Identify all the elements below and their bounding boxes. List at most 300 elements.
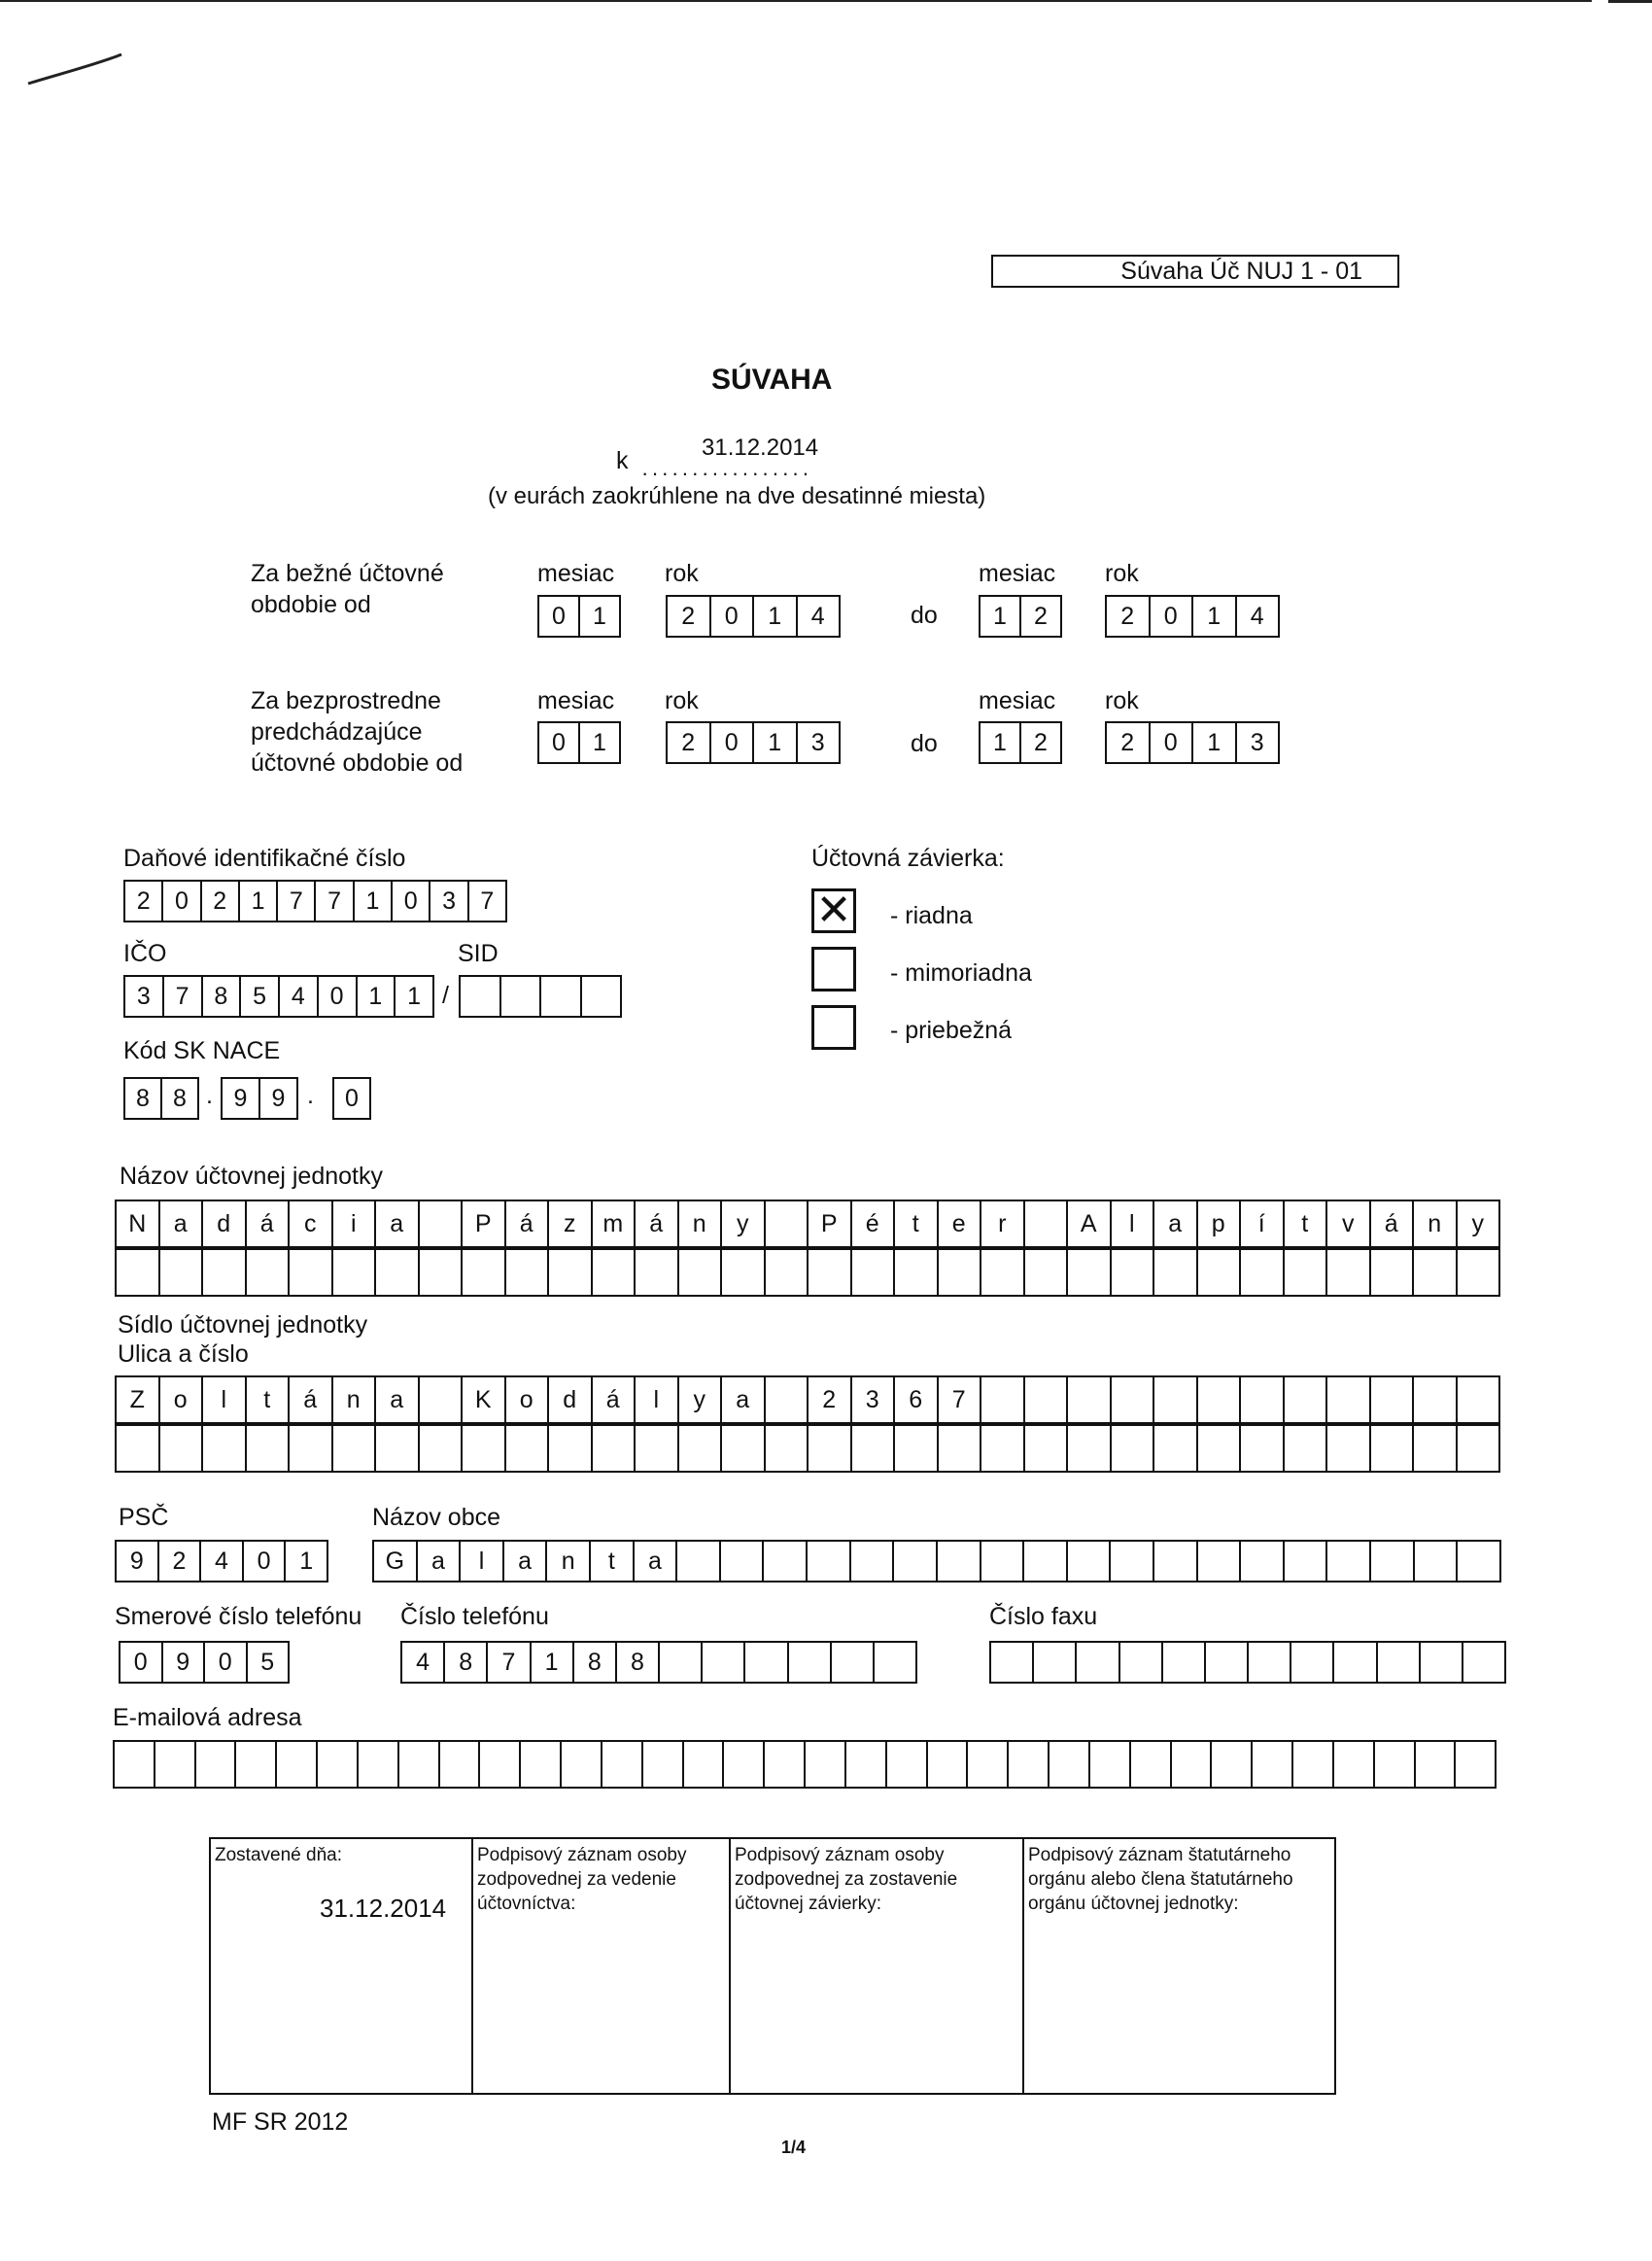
char-cell [1458,1250,1501,1295]
char-cell [290,1426,333,1471]
char-cell [359,1742,399,1787]
char-cell [939,1250,982,1295]
digit-cell: 0 [163,882,201,921]
char-cell: N [117,1201,160,1246]
char-cell [939,1426,982,1471]
char-cell [196,1742,237,1787]
digit-cell: 2 [1107,597,1151,636]
street-row-1[interactable] [115,1375,1500,1424]
char-cell: a [376,1377,420,1422]
char-cell [290,1250,333,1295]
digit-cell [1334,1643,1377,1682]
digit-cell: 8 [574,1643,617,1682]
digit-cell [875,1643,917,1682]
char-cell [679,1426,723,1471]
char-cell: 3 [852,1377,896,1422]
previous-to-label: do [911,730,938,757]
char-cell [1112,1377,1155,1422]
digit-cell [1291,1643,1334,1682]
date-dots: ················· [641,461,812,485]
digit-cell: 1 [286,1542,328,1581]
char-cell: n [679,1201,723,1246]
char-cell: y [1458,1201,1501,1246]
digit-cell: 0 [539,723,580,762]
char-cell [895,1426,939,1471]
previous-period-label-2: predchádzajúce [251,718,423,746]
char-cell: 7 [939,1377,982,1422]
char-cell: 6 [895,1377,939,1422]
previous-period-label-3: účtovné obdobie od [251,749,464,777]
char-cell [602,1742,643,1787]
char-cell: a [418,1542,462,1581]
char-cell: t [247,1377,291,1422]
digit-cell: 9 [260,1079,298,1118]
char-cell [1068,1542,1112,1581]
char-cell [1198,1250,1242,1295]
digit-cell: 9 [163,1643,206,1682]
current-to-month-boxes[interactable] [979,595,1062,638]
nace-dot-2: . [307,1082,314,1109]
digit-cell: 8 [617,1643,660,1682]
char-cell [1327,1542,1371,1581]
char-cell [1068,1426,1112,1471]
char-cell [521,1742,562,1787]
char-cell [1112,1250,1155,1295]
nace-dot-1: . [206,1082,213,1109]
current-from-month-boxes[interactable] [537,595,621,638]
entity-name-row-1[interactable] [115,1200,1500,1248]
char-cell [1025,1201,1069,1246]
char-cell [764,1542,808,1581]
current-period-label-1: Za bežné účtovné [251,560,444,587]
digit-cell: 7 [164,977,203,1016]
char-cell: á [506,1201,550,1246]
closing-regular-checkbox[interactable]: ✕ [811,888,856,933]
char-cell [236,1742,277,1787]
entity-name-label: Názov účtovnej jednotky [120,1163,383,1190]
char-cell [155,1742,196,1787]
digit-cell: 4 [280,977,319,1016]
closing-extraordinary-label: - mimoriadna [890,959,1032,987]
char-cell [894,1542,938,1581]
ico-sid-slash: / [442,982,449,1009]
digit-cell [789,1643,832,1682]
char-cell [981,1426,1025,1471]
char-cell [1241,1250,1285,1295]
digit-cell [501,977,542,1016]
char-cell: z [549,1201,593,1246]
seat-label: Sídlo účtovnej jednotky [118,1311,368,1339]
digit-cell: 1 [580,597,621,636]
page-title: SÚVAHA [711,364,833,396]
char-cell: P [809,1201,852,1246]
char-cell: r [981,1201,1025,1246]
char-cell: o [506,1377,550,1422]
digit-cell [1163,1643,1206,1682]
char-cell [636,1250,679,1295]
char-cell [247,1250,291,1295]
char-cell: á [290,1377,333,1422]
digit-cell [1378,1643,1421,1682]
digit-cell: 1 [240,882,278,921]
ico-boxes[interactable] [123,975,434,1018]
psc-label: PSČ [119,1504,169,1531]
previous-from-month-boxes[interactable] [537,721,621,764]
char-cell [1375,1742,1416,1787]
char-cell: e [939,1201,982,1246]
char-cell [1241,1377,1285,1422]
email-boxes[interactable] [113,1740,1497,1789]
char-cell [1414,1377,1458,1422]
nace-part3-boxes[interactable] [332,1077,371,1120]
char-cell [766,1377,809,1422]
current-from-year-label: rok [665,560,699,587]
digit-cell: 4 [402,1643,445,1682]
signature-statutory-cell[interactable] [1024,1839,1334,2093]
digit-cell: 1 [580,723,621,762]
previous-to-year-label: rok [1105,687,1139,714]
closing-interim-label: - priebežná [890,1017,1013,1044]
digit-cell: 1 [532,1643,574,1682]
char-cell: l [1112,1201,1155,1246]
digit-cell [461,977,501,1016]
digit-cell: 1 [355,882,393,921]
digit-cell: 0 [711,597,755,636]
digit-cell: 7 [316,882,354,921]
char-cell: l [461,1542,504,1581]
char-cell [895,1250,939,1295]
char-cell [721,1542,765,1581]
nace-part1-boxes[interactable] [123,1077,199,1120]
char-cell [1131,1742,1172,1787]
char-cell [549,1250,593,1295]
char-cell [1154,1250,1198,1295]
char-cell: n [1414,1201,1458,1246]
char-cell [851,1542,895,1581]
digit-cell: 7 [488,1643,531,1682]
char-cell [806,1742,846,1787]
pen-stroke-mark [24,49,131,92]
phone-prefix-label: Smerové číslo telefónu [115,1603,362,1630]
char-cell: á [593,1377,637,1422]
char-cell [1212,1742,1253,1787]
char-cell: á [1371,1201,1415,1246]
char-cell [1327,1426,1371,1471]
char-cell: a [635,1542,678,1581]
digit-cell: 2 [1107,723,1151,762]
char-cell [1068,1250,1112,1295]
char-cell [981,1250,1025,1295]
signature-compiled-cell [211,1839,473,2093]
city-boxes[interactable] [372,1540,1501,1583]
signature-statements-cell[interactable] [731,1839,1024,2093]
email-label: E-mailová adresa [113,1704,302,1731]
char-cell [1458,1426,1501,1471]
char-cell [593,1250,637,1295]
digit-cell [1421,1643,1463,1682]
char-cell [1154,1377,1198,1422]
char-cell [1416,1742,1457,1787]
digit-cell [745,1643,788,1682]
char-cell [1068,1377,1112,1422]
char-cell: i [333,1201,377,1246]
digit-cell: 0 [120,1643,163,1682]
char-cell [463,1250,506,1295]
digit-cell: 2 [202,882,240,921]
char-cell [420,1201,464,1246]
char-cell [318,1742,359,1787]
char-cell: á [247,1201,291,1246]
char-cell [1285,1377,1328,1422]
char-cell: c [290,1201,333,1246]
digit-cell: 1 [396,977,434,1016]
digit-cell: 1 [1193,723,1237,762]
digit-cell: 0 [539,597,580,636]
char-cell [1172,1742,1213,1787]
char-cell [1456,1742,1497,1787]
char-cell [1198,1377,1242,1422]
digit-cell: 9 [117,1542,159,1581]
char-cell [1285,1250,1328,1295]
current-from-year-boxes[interactable] [666,595,841,638]
previous-from-year-boxes[interactable] [666,721,841,764]
char-cell [399,1742,440,1787]
digit-cell [582,977,623,1016]
char-cell [1371,1426,1415,1471]
char-cell [809,1426,852,1471]
current-to-month-label: mesiac [979,560,1056,587]
char-cell: a [722,1377,766,1422]
digit-cell: 2 [125,882,163,921]
char-cell: a [504,1542,548,1581]
sid-label: SID [458,940,499,967]
char-cell: t [1285,1201,1328,1246]
char-cell [938,1542,981,1581]
char-cell [1414,1250,1458,1295]
char-cell [981,1377,1025,1422]
char-cell [1241,1542,1285,1581]
char-cell [852,1426,896,1471]
digit-cell: 0 [393,882,430,921]
char-cell: d [203,1201,247,1246]
char-cell [724,1742,765,1787]
char-cell [643,1742,684,1787]
char-cell [1009,1742,1050,1787]
char-cell [808,1542,851,1581]
char-cell [1025,1377,1069,1422]
char-cell [722,1250,766,1295]
currency-note: (v eurách zaokrúhlene na dve desatinné miesta) [488,483,986,509]
char-cell [1415,1542,1459,1581]
digit-cell [1077,1643,1119,1682]
current-period-label-2: obdobie od [251,591,371,618]
digit-cell [991,1643,1034,1682]
char-cell: n [547,1542,591,1581]
char-cell [846,1742,887,1787]
digit-cell: 7 [278,882,316,921]
char-cell [247,1426,291,1471]
char-cell [333,1250,377,1295]
char-cell [722,1426,766,1471]
fax-label: Číslo faxu [989,1603,1098,1630]
char-cell: o [160,1377,204,1422]
digit-cell: 2 [668,723,711,762]
previous-to-year-boxes[interactable] [1105,721,1280,764]
digit-cell: 4 [798,597,842,636]
entity-name-row-2[interactable] [115,1248,1500,1297]
char-cell [1414,1426,1458,1471]
char-cell [333,1426,377,1471]
street-row-2[interactable] [115,1424,1500,1473]
street-label: Ulica a číslo [118,1340,249,1368]
digit-cell: 8 [162,1079,199,1118]
char-cell [463,1426,506,1471]
dic-boxes[interactable] [123,880,507,922]
date-prefix: k [616,447,629,474]
digit-cell: 8 [445,1643,488,1682]
previous-period-label-1: Za bezprostredne [251,687,441,714]
phone-prefix-boxes[interactable] [119,1641,290,1684]
signature-accounting-cell[interactable] [473,1839,731,2093]
previous-from-year-label: rok [665,687,699,714]
closing-interim-checkbox[interactable] [811,1005,856,1050]
nace-part2-boxes[interactable] [221,1077,298,1120]
digit-cell [703,1643,745,1682]
closing-regular-label: - riadna [890,902,973,929]
char-cell [1024,1542,1068,1581]
digit-cell: 0 [1151,723,1194,762]
char-cell [1327,1250,1371,1295]
digit-cell [1034,1643,1077,1682]
phone-boxes[interactable] [400,1641,917,1684]
char-cell: v [1327,1201,1371,1246]
char-cell [968,1742,1009,1787]
char-cell: P [463,1201,506,1246]
compiled-label: Zostavené dňa: [215,1845,342,1865]
char-cell: A [1068,1201,1112,1246]
digit-cell: 0 [1151,597,1194,636]
char-cell [420,1426,464,1471]
char-cell [1371,1542,1415,1581]
char-cell [420,1250,464,1295]
char-cell: d [549,1377,593,1422]
char-cell [506,1250,550,1295]
char-cell [636,1426,679,1471]
char-cell [1112,1426,1155,1471]
current-from-month-label: mesiac [537,560,615,587]
char-cell [420,1377,464,1422]
digit-cell: 1 [981,597,1021,636]
psc-boxes[interactable] [115,1540,328,1583]
digit-cell: 1 [754,723,798,762]
char-cell [593,1426,637,1471]
char-cell: K [463,1377,506,1422]
char-cell [1025,1250,1069,1295]
char-cell: é [852,1201,896,1246]
char-cell [1458,1542,1501,1581]
previous-to-month-label: mesiac [979,687,1056,714]
char-cell [1293,1742,1334,1787]
char-cell [887,1742,928,1787]
char-cell [1327,1377,1371,1422]
char-cell [376,1250,420,1295]
phone-label: Číslo telefónu [400,1603,549,1630]
digit-cell: 1 [1193,597,1237,636]
closing-label: Účtovná závierka: [811,845,1005,872]
char-cell [765,1742,806,1787]
digit-cell: 2 [1021,597,1062,636]
current-to-year-boxes[interactable] [1105,595,1280,638]
nace-label: Kód SK NACE [123,1037,281,1064]
digit-cell [1206,1643,1249,1682]
digit-cell: 3 [798,723,842,762]
top-rule-right [1608,0,1652,3]
char-cell [160,1426,204,1471]
char-cell: l [203,1377,247,1422]
char-cell [549,1426,593,1471]
compiled-date: 31.12.2014 [320,1894,447,1923]
char-cell [203,1250,247,1295]
char-cell [1154,1426,1198,1471]
char-cell [562,1742,602,1787]
digit-cell: 9 [223,1079,260,1118]
digit-cell: 3 [125,977,164,1016]
footer-form-id: MF SR 2012 [212,2108,349,2136]
digit-cell [1249,1643,1291,1682]
char-cell [1458,1377,1501,1422]
char-cell [677,1542,721,1581]
char-cell: t [895,1201,939,1246]
char-cell [1285,1542,1328,1581]
digit-cell: 2 [1021,723,1062,762]
signature-statutory-label: Podpisový záznam štatutárneho orgánu alebo člena štatutárneho orgánu účtovnej jednotky: [1028,1845,1293,1915]
char-cell [160,1250,204,1295]
closing-extraordinary-checkbox[interactable] [811,947,856,991]
page-number: 1/4 [781,2138,807,2157]
digit-cell: 3 [430,882,468,921]
char-cell: a [160,1201,204,1246]
char-cell [203,1426,247,1471]
char-cell [1025,1426,1069,1471]
current-to-year-label: rok [1105,560,1139,587]
char-cell [1334,1742,1375,1787]
digit-cell: 0 [711,723,755,762]
current-to-label: do [911,602,938,629]
digit-cell: 2 [668,597,711,636]
char-cell: p [1198,1201,1242,1246]
fax-boxes[interactable] [989,1641,1506,1684]
char-cell [981,1542,1025,1581]
char-cell: a [376,1201,420,1246]
digit-cell: 0 [205,1643,248,1682]
previous-to-month-boxes[interactable] [979,721,1062,764]
char-cell: m [593,1201,637,1246]
digit-cell: 8 [125,1079,162,1118]
char-cell [1285,1426,1328,1471]
char-cell: G [374,1542,418,1581]
digit-cell: 1 [981,723,1021,762]
char-cell [117,1426,160,1471]
sid-boxes[interactable] [459,975,622,1018]
signature-accounting-label: Podpisový záznam osoby zodpovednej za vedenie účtovníctva: [477,1845,687,1915]
digit-cell: 3 [1237,723,1281,762]
char-cell [117,1250,160,1295]
char-cell: t [591,1542,635,1581]
digit-cell [832,1643,875,1682]
char-cell [809,1250,852,1295]
char-cell [1154,1542,1198,1581]
top-rule [0,0,1592,2]
